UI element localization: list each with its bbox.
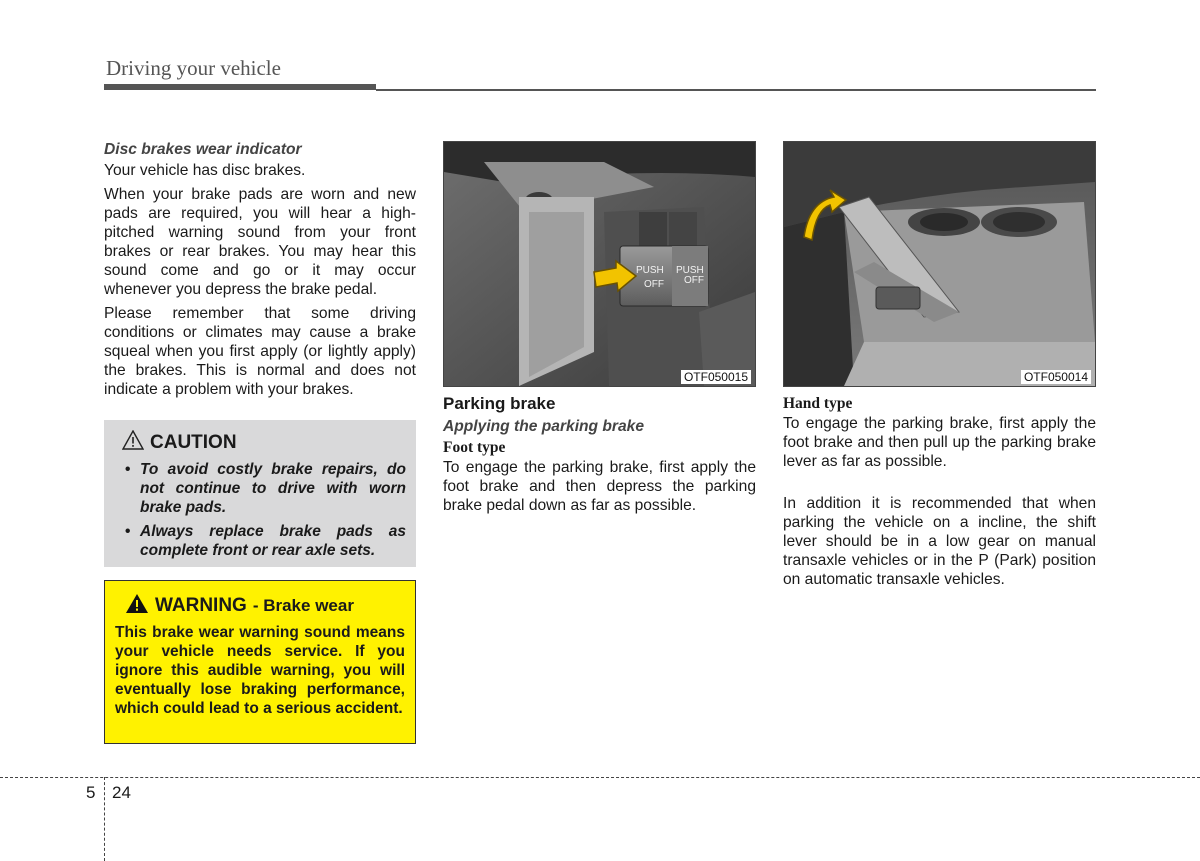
- warning-title: [125, 593, 405, 619]
- footer-rule: [0, 777, 1200, 778]
- chapter-number: 5: [86, 783, 96, 802]
- figure-code: OTF050015: [681, 370, 751, 384]
- pedal-push-label: PUSH: [636, 265, 664, 276]
- caution-item: • To avoid costly brake repairs, do not continue to drive with worn brake pads.: [140, 460, 406, 517]
- warning-title-text: WARNING: [155, 595, 247, 616]
- page-header-title: Driving your vehicle: [106, 56, 281, 80]
- caution-title-text: CAUTION: [150, 432, 237, 453]
- header-rule-thick: [104, 84, 376, 90]
- warning-subtitle: - Brake wear: [252, 596, 354, 615]
- column-parking-brake: [443, 394, 756, 520]
- applying-parking-brake-heading: Applying the parking brake: [443, 418, 645, 435]
- paragraph: To engage the parking brake, first apply the foot brake and then depress the parking brake pedal down as far as possible.: [443, 459, 756, 514]
- footer-divider: [104, 777, 105, 861]
- disc-brakes-heading: Disc brakes wear indicator: [104, 141, 302, 158]
- paragraph: In addition it is recommended that when parking the vehicle on a incline, the shift lever should be in a low gear on manual transaxle vehicles or in the P (Park) position on automatic transaxle vehicles.: [783, 495, 1096, 588]
- paragraph: Your vehicle has disc brakes.: [104, 162, 306, 179]
- paragraph: To engage the parking brake, first apply the foot brake and then pull up the parking brake lever as far as possible.: [783, 415, 1096, 470]
- pedal-off-label: OFF: [684, 275, 704, 286]
- caution-item: • Always replace brake pads as complete front or rear axle sets.: [140, 522, 406, 560]
- hand-type-heading: Hand type: [783, 395, 853, 412]
- pedal-off-label: OFF: [644, 279, 664, 290]
- foot-type-heading: Foot type: [443, 439, 506, 456]
- paragraph: Please remember that some driving conditions or climates may cause a brake squeal when you first apply (or lightly apply) the brakes. This is normal and does not indicate a problem with your brakes.: [104, 305, 416, 398]
- warning-box: [104, 580, 416, 744]
- warning-body: This brake wear warning sound means your vehicle needs service. If you ignore this audible warning, you will eventually lose braking performance, which could lead to a serious accident.: [115, 624, 405, 717]
- caution-list: [114, 460, 406, 560]
- figure-code: OTF050014: [1021, 370, 1091, 384]
- header-rule-thin: [376, 89, 1096, 91]
- caution-triangle-icon: [122, 430, 144, 456]
- hand-brake-figure: [783, 141, 1096, 387]
- paragraph: When your brake pads are worn and new pads are required, you will hear a high-pitched warning sound from your front brakes or rear brakes. You may hear this sound come and go or it may occur whenever you depress the brake pedal.: [104, 186, 416, 298]
- warning-triangle-icon: [125, 593, 149, 619]
- parking-brake-title: Parking brake: [443, 394, 556, 413]
- column-disc-brakes: [104, 140, 416, 404]
- page-number: 24: [112, 783, 131, 802]
- pedal-push-label: PUSH: [676, 265, 704, 276]
- foot-brake-figure: [443, 141, 756, 387]
- column-hand-type: [783, 394, 1096, 594]
- caution-box: [104, 420, 416, 567]
- caution-title: [122, 430, 406, 456]
